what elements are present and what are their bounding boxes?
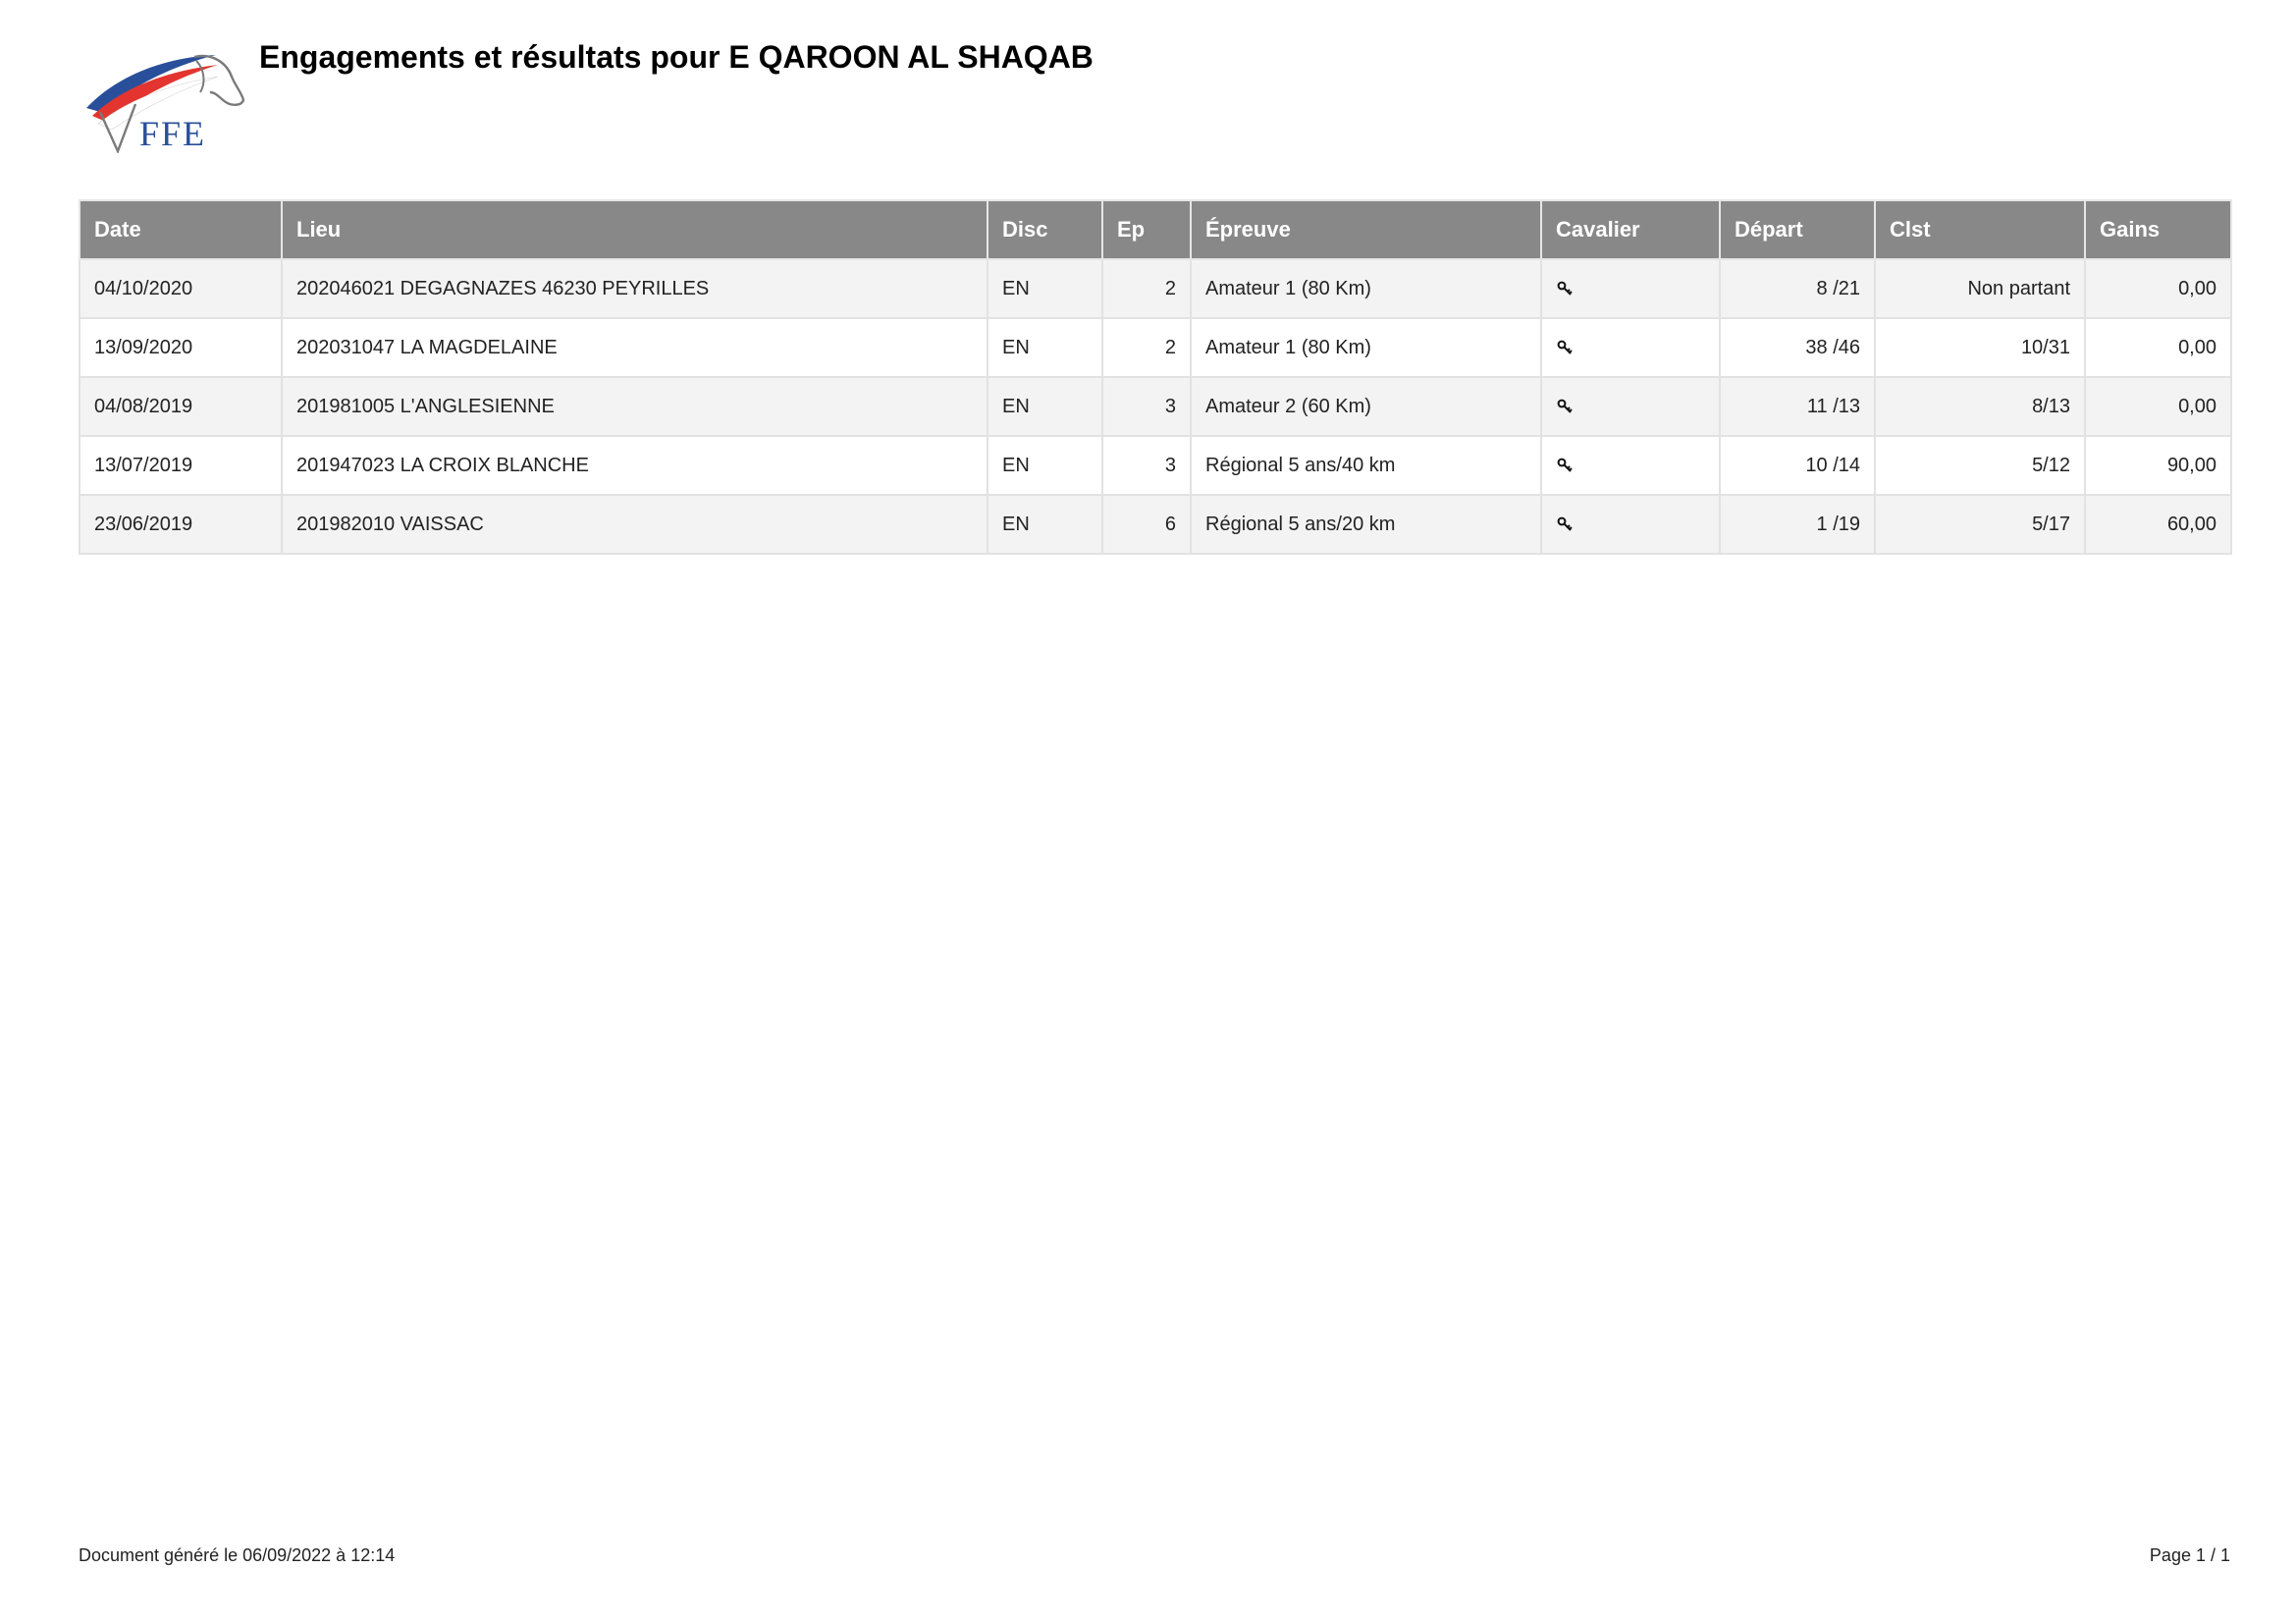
cell-date: 04/10/2020	[80, 259, 282, 318]
cell-clst: 5/12	[1875, 436, 2085, 495]
cell-gains: 60,00	[2085, 495, 2231, 554]
cell-lieu: 202031047 LA MAGDELAINE	[282, 318, 988, 377]
cell-gains: 0,00	[2085, 259, 2231, 318]
table-row	[80, 436, 2231, 495]
table-header-row	[80, 200, 2231, 259]
cell-depart: 10 /14	[1720, 436, 1875, 495]
table-row	[80, 495, 2231, 554]
cell-clst: Non partant	[1875, 259, 2085, 318]
cell-lieu: 201947023 LA CROIX BLANCHE	[282, 436, 988, 495]
column-header-lieu[interactable]: Lieu	[282, 200, 988, 259]
key-icon[interactable]	[1556, 456, 1575, 475]
ffe-logo	[79, 47, 245, 153]
cell-depart: 11 /13	[1720, 377, 1875, 436]
cell-epreuve: Amateur 1 (80 Km)	[1191, 318, 1541, 377]
column-header-clst[interactable]: Clst	[1875, 200, 2085, 259]
cell-epreuve: Amateur 2 (60 Km)	[1191, 377, 1541, 436]
cell-lieu: 201981005 L'ANGLESIENNE	[282, 377, 988, 436]
cell-disc: EN	[988, 318, 1102, 377]
cell-date: 13/07/2019	[80, 436, 282, 495]
column-header-depart[interactable]: Départ	[1720, 200, 1875, 259]
cell-ep: 3	[1102, 377, 1191, 436]
cell-date: 04/08/2019	[80, 377, 282, 436]
table-row	[80, 318, 2231, 377]
cell-clst: 5/17	[1875, 495, 2085, 554]
key-icon[interactable]	[1556, 397, 1575, 416]
cell-cavalier	[1541, 495, 1720, 554]
cell-cavalier	[1541, 259, 1720, 318]
cell-disc: EN	[988, 377, 1102, 436]
cell-epreuve: Régional 5 ans/20 km	[1191, 495, 1541, 554]
cell-cavalier	[1541, 318, 1720, 377]
cell-gains: 0,00	[2085, 377, 2231, 436]
column-header-cavalier[interactable]: Cavalier	[1541, 200, 1720, 259]
cell-lieu: 202046021 DEGAGNAZES 46230 PEYRILLES	[282, 259, 988, 318]
page-title: Engagements et résultats pour E QAROON AL SHAQAB	[259, 39, 1094, 75]
cell-epreuve: Amateur 1 (80 Km)	[1191, 259, 1541, 318]
cell-depart: 38 /46	[1720, 318, 1875, 377]
column-header-disc[interactable]: Disc	[988, 200, 1102, 259]
cell-epreuve: Régional 5 ans/40 km	[1191, 436, 1541, 495]
cell-lieu: 201982010 VAISSAC	[282, 495, 988, 554]
cell-disc: EN	[988, 259, 1102, 318]
key-icon[interactable]	[1556, 338, 1575, 357]
cell-date: 23/06/2019	[80, 495, 282, 554]
cell-cavalier	[1541, 436, 1720, 495]
cell-depart: 1 /19	[1720, 495, 1875, 554]
cell-ep: 6	[1102, 495, 1191, 554]
page-number: Page 1 / 1	[2149, 1545, 2230, 1565]
cell-date: 13/09/2020	[80, 318, 282, 377]
column-header-epreuve[interactable]: Épreuve	[1191, 200, 1541, 259]
table-row	[80, 377, 2231, 436]
results-table	[79, 199, 2232, 555]
cell-cavalier	[1541, 377, 1720, 436]
column-header-ep[interactable]: Ep	[1102, 200, 1191, 259]
column-header-date[interactable]: Date	[80, 200, 282, 259]
generated-date: Document généré le 06/09/2022 à 12:14	[79, 1545, 396, 1565]
cell-ep: 2	[1102, 318, 1191, 377]
cell-ep: 2	[1102, 259, 1191, 318]
cell-ep: 3	[1102, 436, 1191, 495]
cell-clst: 8/13	[1875, 377, 2085, 436]
table-row	[80, 259, 2231, 318]
cell-disc: EN	[988, 495, 1102, 554]
ffe-logo-text: FFE	[139, 114, 207, 153]
key-icon[interactable]	[1556, 514, 1575, 534]
cell-depart: 8 /21	[1720, 259, 1875, 318]
cell-gains: 90,00	[2085, 436, 2231, 495]
cell-clst: 10/31	[1875, 318, 2085, 377]
cell-gains: 0,00	[2085, 318, 2231, 377]
column-header-gains[interactable]: Gains	[2085, 200, 2231, 259]
cell-disc: EN	[988, 436, 1102, 495]
key-icon[interactable]	[1556, 279, 1575, 298]
